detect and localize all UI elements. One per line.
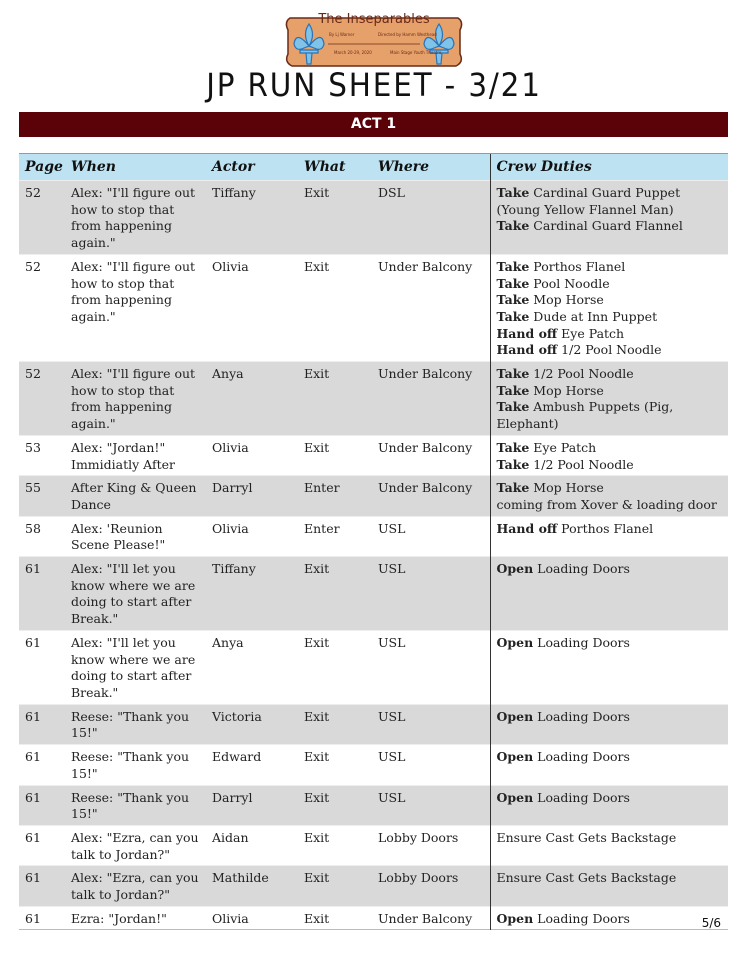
crew-duty-line — [497, 292, 725, 309]
crew-duty-item: Loading Doors — [533, 708, 630, 724]
when-cell: Alex: 'Reunion Scene Please!" — [71, 520, 166, 553]
show-logo — [282, 10, 466, 70]
crew-duty-item: Ensure Cast Gets Backstage — [496, 870, 677, 886]
logo-title: The Inseparables — [318, 12, 430, 27]
where-cell: USL — [372, 557, 490, 631]
table-row — [19, 785, 728, 825]
crew-duty-line — [497, 635, 725, 652]
crew-duty-line — [497, 457, 725, 474]
crew-duties-cell — [490, 704, 728, 744]
where-cell: USL — [372, 704, 490, 744]
crew-duty-action: Open — [496, 749, 534, 765]
page-cell: 61 — [19, 866, 65, 906]
actor-cell: Olivia — [212, 258, 249, 274]
where-cell: USL — [372, 785, 490, 825]
when-cell: Alex: "I'll figure out how to stop that from happening again." — [65, 362, 206, 436]
crew-duty-line — [497, 185, 725, 218]
page-cell: 52 — [25, 258, 41, 274]
crew-duty-line — [497, 561, 725, 578]
crew-duty-action: Take — [496, 185, 530, 200]
crew-duties-cell — [490, 745, 728, 785]
crew-duty-action: Open — [496, 561, 534, 577]
page-cell: 53 — [25, 439, 41, 455]
what-cell: Enter — [298, 476, 372, 516]
crew-duty-item: Eye Patch — [557, 325, 625, 341]
crew-duty-action: Take — [496, 382, 530, 398]
table-row — [19, 906, 728, 930]
act-banner: ACT 1 — [19, 112, 728, 137]
column-header-crew-duties: Crew Duties — [490, 154, 728, 181]
what-cell: Exit — [298, 866, 372, 906]
where-cell: Lobby Doors — [378, 829, 459, 845]
crew-duty-line — [497, 440, 725, 457]
crew-duty-item: Loading Doors — [533, 910, 630, 926]
crew-duty-line — [497, 399, 725, 432]
crew-duty-item: 1/2 Pool Noodle — [529, 456, 634, 472]
page-title: JP RUN SHEET - 3/21 — [206, 66, 542, 104]
crew-duty-item: Loading Doors — [533, 749, 630, 765]
crew-duties-cell — [490, 630, 728, 704]
crew-duty-item: 1/2 Pool Noodle — [557, 342, 662, 358]
crew-duty-item: Cardinal Guard Puppet (Young Yellow Flannel Man) — [496, 185, 681, 217]
actor-cell: Anya — [212, 634, 244, 650]
crew-duty-action: Take — [496, 218, 530, 234]
actor-cell: Edward — [212, 749, 262, 765]
table-row — [19, 476, 728, 516]
crew-duty-item: Dude at Inn Puppet — [529, 308, 658, 324]
actor-cell: Tiffany — [206, 557, 298, 631]
crew-duty-line — [497, 790, 725, 807]
table-row — [19, 866, 728, 906]
crew-duty-line — [497, 749, 725, 766]
crew-duty-item: Porthos Flanel — [557, 520, 654, 536]
when-cell: After King & Queen Dance — [65, 476, 206, 516]
crew-duty-action: Take — [496, 292, 530, 308]
actor-cell: Olivia — [212, 439, 249, 455]
crew-duty-line — [497, 911, 725, 928]
crew-duty-action: Hand off — [496, 325, 558, 341]
where-cell: DSL — [372, 181, 490, 255]
what-cell: Exit — [298, 785, 372, 825]
when-cell: Alex: "Ezra, can you talk to Jordan?" — [65, 866, 206, 906]
actor-cell: Aidan — [212, 829, 249, 845]
crew-duty-line — [497, 480, 725, 497]
actor-cell: Mathilde — [206, 866, 298, 906]
crew-duties-cell — [490, 476, 728, 516]
crew-duties-cell — [490, 906, 728, 930]
crew-duty-line — [497, 366, 725, 383]
crew-duties-cell — [490, 362, 728, 436]
page-cell: 61 — [25, 910, 41, 926]
actor-cell: Anya — [206, 362, 298, 436]
crew-duty-item: coming from Xover & loading door — [496, 496, 717, 512]
crew-duty-action: Hand off — [496, 520, 558, 536]
crew-duty-item: Porthos Flanel — [529, 258, 626, 274]
where-cell: USL — [378, 749, 406, 765]
when-cell: Alex: "Ezra, can you talk to Jordan?" — [71, 829, 199, 862]
crew-duty-action: Take — [496, 366, 530, 382]
crew-duty-action: Take — [496, 456, 530, 472]
what-cell: Exit — [298, 704, 372, 744]
crew-duty-item: Pool Noodle — [529, 275, 610, 291]
where-cell: USL — [378, 520, 406, 536]
table-row — [19, 704, 728, 744]
crew-duties-cell — [490, 254, 728, 361]
crew-duty-item: Loading Doors — [533, 634, 630, 650]
crew-duty-item: Eye Patch — [529, 439, 597, 455]
table-row — [19, 516, 728, 556]
where-cell: Under Balcony — [378, 910, 473, 926]
page-cell: 61 — [25, 634, 41, 650]
crew-duties-cell — [490, 516, 728, 556]
crew-duty-line — [497, 218, 725, 235]
what-cell: Exit — [304, 749, 330, 765]
column-header-page: Page — [19, 154, 65, 181]
crew-duty-action: Open — [496, 634, 534, 650]
where-cell: Lobby Doors — [372, 866, 490, 906]
when-cell: Reese: "Thank you 15!" — [65, 704, 206, 744]
what-cell: Exit — [304, 829, 330, 845]
column-header-when: When — [65, 154, 206, 181]
table-row — [19, 362, 728, 436]
actor-cell: Olivia — [212, 520, 249, 536]
column-header-what: What — [298, 154, 372, 181]
page-number: 5/6 — [701, 916, 721, 930]
crew-duties-cell — [490, 785, 728, 825]
what-cell: Enter — [304, 520, 340, 536]
what-cell: Exit — [298, 181, 372, 255]
crew-duty-action: Take — [496, 308, 530, 324]
when-cell: Alex: "I'll figure out how to stop that from happening again." — [71, 258, 196, 324]
crew-duty-line — [497, 870, 725, 887]
crew-duty-line — [497, 326, 725, 343]
page-cell: 61 — [19, 557, 65, 631]
table-row — [19, 557, 728, 631]
crew-duties-cell — [490, 825, 728, 865]
where-cell: Under Balcony — [372, 476, 490, 516]
table-row — [19, 825, 728, 865]
crew-duty-line — [497, 497, 725, 514]
crew-duty-item: Ensure Cast Gets Backstage — [496, 829, 677, 845]
crew-duty-item: 1/2 Pool Noodle — [529, 366, 634, 382]
actor-cell: Victoria — [206, 704, 298, 744]
fleur-de-lis-icon — [422, 22, 456, 66]
crew-duty-line — [497, 830, 725, 847]
run-sheet-table — [19, 153, 728, 930]
crew-duty-action: Take — [496, 439, 530, 455]
when-cell: Alex: "I'll figure out how to stop that from happening again." — [65, 181, 206, 255]
when-cell: Alex: "Jordan!" Immidiatly After — [71, 439, 175, 472]
crew-duty-item: Ambush Puppets (Pig, Elephant) — [496, 399, 674, 432]
crew-duty-item: Cardinal Guard Flannel — [529, 218, 683, 234]
crew-duties-cell — [490, 435, 728, 475]
logo-byline-left: By Lj Warner — [329, 32, 355, 37]
what-cell: Exit — [304, 910, 330, 926]
crew-duty-line — [497, 259, 725, 276]
crew-duty-action: Take — [496, 275, 530, 291]
what-cell: Exit — [304, 634, 330, 650]
crew-duty-line — [497, 521, 725, 538]
table-row — [19, 181, 728, 255]
page-cell: 58 — [25, 520, 41, 536]
when-cell: Reese: "Thank you 15!" — [71, 749, 190, 781]
page-cell: 61 — [19, 785, 65, 825]
crew-duty-action: Open — [496, 708, 534, 724]
table-row — [19, 630, 728, 704]
when-cell: Reese: "Thank you 15!" — [65, 785, 206, 825]
actor-cell: Olivia — [212, 910, 249, 926]
table-row — [19, 745, 728, 785]
column-header-actor: Actor — [206, 154, 298, 181]
crew-duty-item: Loading Doors — [533, 789, 630, 805]
crew-duty-item: Mop Horse — [529, 382, 604, 398]
crew-duty-line — [497, 342, 725, 359]
crew-duty-item: Loading Doors — [533, 561, 630, 577]
actor-cell: Tiffany — [206, 181, 298, 255]
page-cell: 52 — [19, 362, 65, 436]
crew-duty-action: Open — [496, 910, 534, 926]
page-cell: 61 — [19, 704, 65, 744]
crew-duty-action: Take — [496, 480, 530, 496]
actor-cell: Darryl — [206, 476, 298, 516]
where-cell: USL — [378, 634, 406, 650]
table-header-row — [19, 154, 728, 181]
actor-cell: Darryl — [206, 785, 298, 825]
crew-duty-action: Open — [496, 789, 534, 805]
crew-duties-cell — [490, 557, 728, 631]
column-header-where: Where — [372, 154, 490, 181]
crew-duty-line — [497, 276, 725, 293]
where-cell: Under Balcony — [378, 258, 473, 274]
where-cell: Under Balcony — [372, 362, 490, 436]
crew-duty-line — [497, 709, 725, 726]
page-cell: 52 — [19, 181, 65, 255]
table-row — [19, 435, 728, 475]
crew-duty-line — [497, 309, 725, 326]
logo-byline-right: Directed by Hamm Westhead — [378, 32, 437, 37]
fleur-de-lis-icon — [292, 22, 326, 66]
crew-duty-action: Hand off — [496, 342, 558, 358]
table-body — [19, 181, 728, 930]
crew-duty-line — [497, 383, 725, 400]
crew-duty-item: Mop Horse — [529, 292, 604, 308]
crew-duty-action: Take — [496, 399, 530, 415]
crew-duties-cell — [490, 866, 728, 906]
page-cell: 61 — [25, 749, 41, 765]
when-cell: Ezra: "Jordan!" — [71, 910, 167, 926]
page-cell: 61 — [25, 829, 41, 845]
what-cell: Exit — [304, 258, 330, 274]
what-cell: Exit — [298, 557, 372, 631]
crew-duty-action: Take — [496, 258, 530, 274]
when-cell: Alex: "I'll let you know where we are doing to start after Break." — [71, 634, 196, 700]
crew-duties-cell — [490, 181, 728, 255]
what-cell: Exit — [304, 439, 330, 455]
page-cell: 55 — [19, 476, 65, 516]
logo-dates: March 20-29, 2020 — [334, 50, 372, 55]
what-cell: Exit — [298, 362, 372, 436]
logo-venue: Main Stage Youth Theatre — [390, 50, 442, 55]
when-cell: Alex: "I'll let you know where we are doing to start after Break." — [65, 557, 206, 631]
crew-duty-item: Mop Horse — [529, 480, 604, 496]
where-cell: Under Balcony — [378, 439, 473, 455]
table-row — [19, 254, 728, 361]
